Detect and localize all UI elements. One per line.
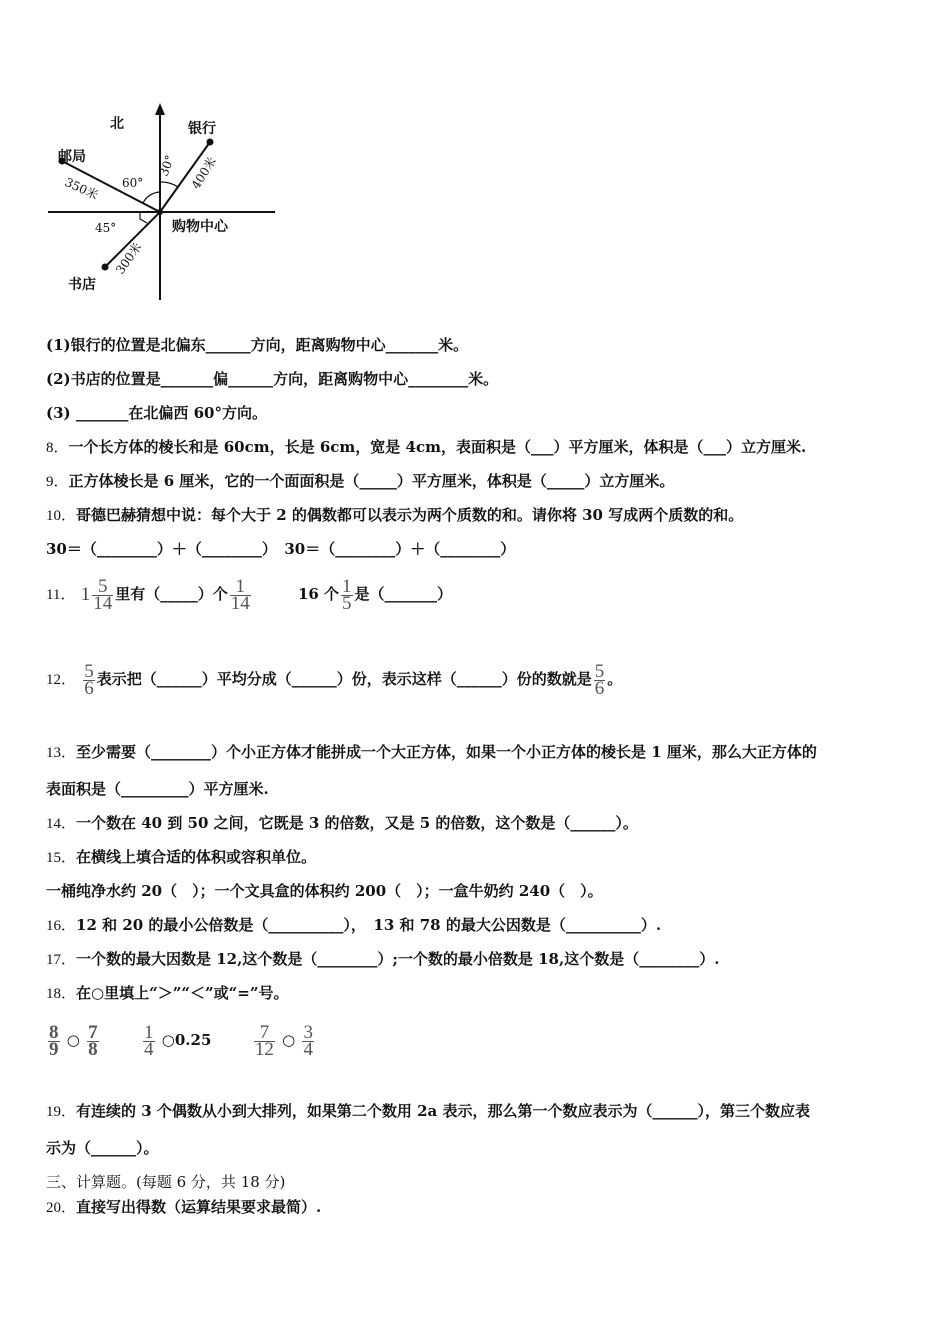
question-text: 在○里填上“＞”“＜”或“=”号。 [76, 984, 289, 1002]
label-post-office: 邮局 [58, 149, 86, 165]
label-angle-30: 30° [156, 153, 178, 179]
question-number: 16． [46, 918, 77, 934]
question-number: 14． [46, 816, 77, 832]
fraction-1-5: $\frac{1}{5}$ [342, 575, 352, 614]
compare-circle: ○ [66, 1031, 80, 1049]
question-number: 17． [46, 952, 77, 968]
label-bookstore: 书店 [68, 277, 96, 293]
q7-part1: (1)银行的位置是北偏东______方向，距离购物中心_______米。 [46, 336, 469, 354]
question-10-answers: 30＝（________）＋（________） 30＝（________）＋（________） [46, 540, 516, 558]
q7-part2: (2)书店的位置是_______偏______方向，距离购物中心________米。 [46, 370, 499, 388]
label-angle-60: 60° [122, 176, 144, 190]
question-16 [46, 915, 661, 936]
label-north: 北 [110, 116, 124, 132]
question-13-cont: 表面积是（_________）平方厘米. [46, 780, 269, 798]
north-arrow [155, 103, 165, 115]
compare-circle: ○ [282, 1031, 296, 1049]
label-dist-300: 300米 [112, 240, 145, 277]
fraction-1-4: $\frac{1}{4}$ [144, 1021, 154, 1060]
question-14 [46, 813, 638, 834]
question-9 [46, 471, 674, 492]
point-bookstore [102, 264, 109, 271]
question-15-items: 一桶纯净水约 20（ ）；一个文具盒的体积约 200（ ）；一盒牛奶约 240（ ）。 [46, 882, 603, 900]
question-text: 里有（_____）个 [115, 585, 228, 603]
question-number: 18． [46, 986, 77, 1002]
arc-30 [160, 182, 178, 187]
question-20 [46, 1197, 321, 1218]
label-dist-350: 350米 [62, 175, 101, 203]
arc-60 [143, 192, 160, 203]
question-text: 表示把（______）平均分成（______）份，表示这样（______）份的数就是 [96, 670, 592, 688]
fraction-3-4: $\frac{3}{4}$ [303, 1021, 313, 1060]
mixed-whole: 1 [80, 584, 91, 605]
fraction-7-12: $\frac{7}{12}$ [254, 1021, 274, 1060]
question-8 [46, 437, 806, 458]
section-3-heading: 三、计算题。(每题 6 分，共 18 分) [46, 1173, 286, 1191]
question-number: 20． [46, 1200, 77, 1216]
question-number: 10． [46, 508, 77, 524]
question-number: 15． [46, 850, 77, 866]
fraction-8-9: $\frac{8}{9}$ [49, 1021, 59, 1060]
question-number: 9． [46, 474, 69, 490]
question-text: 直接写出得数（运算结果要求最简）. [76, 1198, 322, 1216]
question-end: 。 [607, 670, 623, 688]
question-text: 一个数在 40 到 50 之间，它既是 3 的倍数，又是 5 的倍数，这个数是（______）。 [76, 814, 638, 832]
question-number: 12． [46, 672, 77, 688]
question-text: 在横线上填合适的体积或容积单位。 [76, 848, 317, 866]
question-text-3: 是（_______） [354, 585, 453, 603]
label-dist-400: 400米 [188, 154, 220, 192]
question-11 [46, 574, 452, 615]
fraction-5-6-end: $\frac{5}{6}$ [594, 660, 605, 699]
question-text: 一个数的最大因数是 12,这个数是（________）;一个数的最小倍数是 18,这个数是（________）. [76, 950, 720, 968]
question-number: 19． [46, 1104, 77, 1120]
question-number: 11． [46, 587, 76, 603]
question-text: 有连续的 3 个偶数从小到大排列，如果第二个数用 2a 表示，那么第一个数应表示为（______），第三个数应表 [76, 1102, 811, 1120]
direction-diagram [40, 95, 280, 310]
question-text-2: 16 个 [297, 585, 340, 603]
question-13 [46, 742, 817, 763]
question-10 [46, 505, 743, 526]
label-bank: 银行 [188, 121, 216, 137]
question-19 [46, 1101, 810, 1122]
question-18-comparisons [46, 1018, 316, 1062]
question-text: 至少需要（________）个小正方体才能拼成一个大正方体，如果一个小正方体的棱长是 1 厘米，那么大正方体的 [76, 743, 817, 761]
fraction-1-14: $\frac{1}{14}$ [230, 575, 250, 614]
compare-circle: ○ [161, 1031, 175, 1049]
question-number: 8． [46, 440, 69, 456]
fraction-5-6: $\frac{5}{6}$ [84, 660, 94, 699]
decimal-value: 0.25 [174, 1031, 212, 1049]
q7-part3: (3) _______在北偏西 60°方向。 [46, 404, 267, 422]
question-text: 一个长方体的棱长和是 60cm，长是 6cm，宽是 4cm，表面积是（___）平方厘米，体积是（___）立方厘米. [68, 438, 807, 456]
point-bank [207, 139, 214, 146]
question-text: 哥德巴赫猜想中说：每个大于 2 的偶数都可以表示为两个质数的和。请你将 30 写成两个质数的和。 [76, 506, 744, 524]
fraction-7-8: $\frac{7}{8}$ [88, 1021, 98, 1060]
question-text: 正方体棱长是 6 厘米，它的一个面面积是（_____）平方厘米，体积是（_____）立方厘米。 [68, 472, 675, 490]
question-number: 13． [46, 745, 77, 761]
question-17 [46, 949, 719, 970]
label-mall: 购物中心 [172, 219, 228, 235]
question-18 [46, 983, 288, 1004]
point-mall [157, 209, 163, 215]
label-angle-45: 45° [95, 221, 117, 235]
question-text: 12 和 20 的最小公倍数是（__________）， 13 和 78 的最大公因数是（__________）. [76, 916, 662, 934]
question-19-cont: 示为（______）。 [46, 1139, 159, 1157]
question-15 [46, 847, 316, 868]
fraction-5-14: $\frac{5}{14}$ [93, 575, 113, 614]
question-12 [46, 659, 622, 700]
arc-45 [140, 212, 147, 223]
